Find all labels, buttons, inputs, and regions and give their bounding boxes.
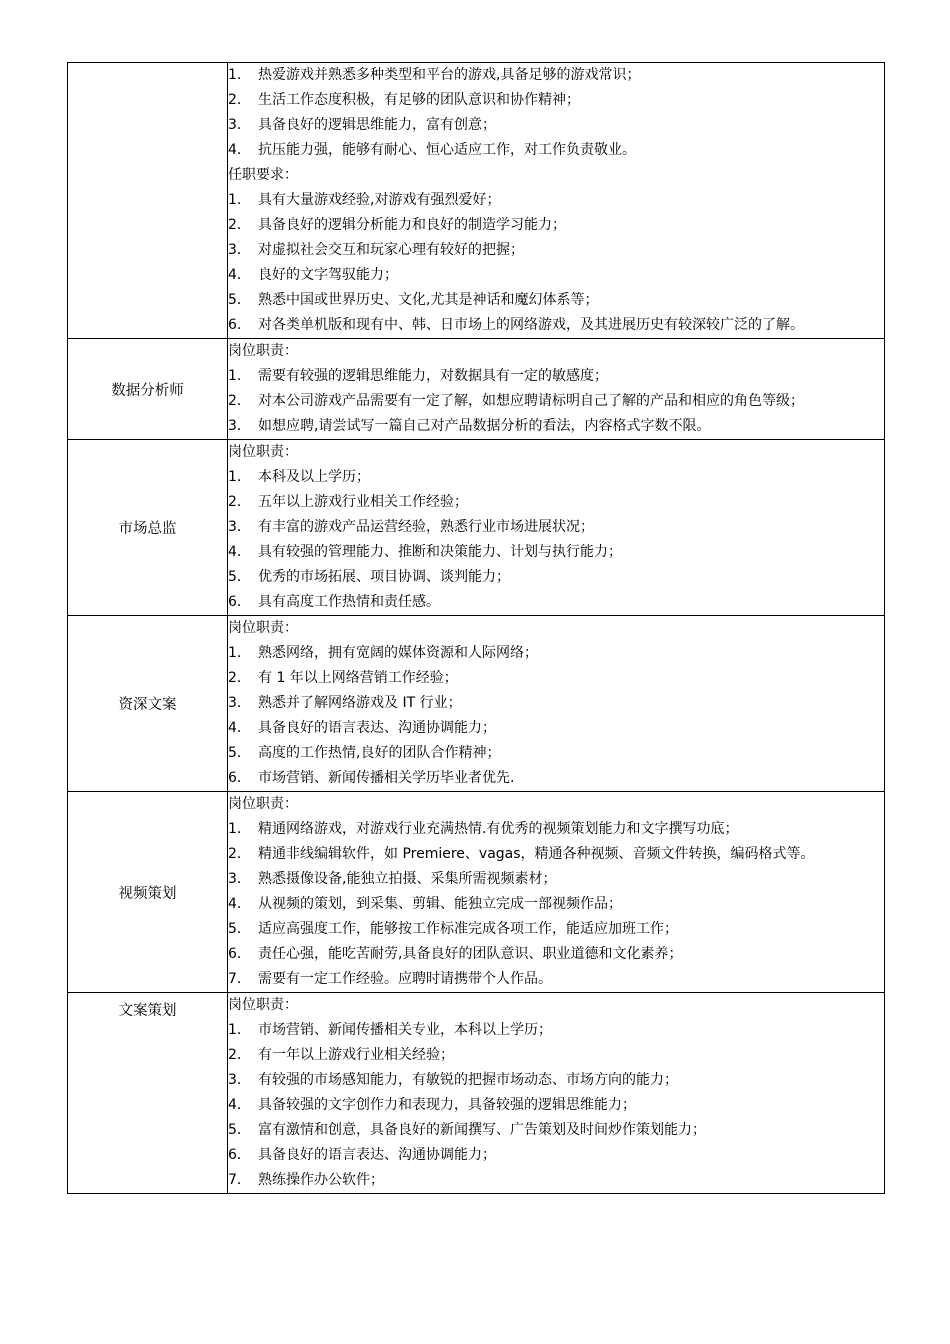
list-item: 1． 市场营销、新闻传播相关专业，本科以上学历； [228, 1022, 552, 1038]
list-item: 6． 责任心强，能吃苦耐劳,具备良好的团队意识、职业道德和文化素养； [228, 946, 683, 962]
list-item: 4． 具有较强的管理能力、推断和决策能力、计划与执行能力； [228, 544, 622, 560]
table-row [68, 792, 885, 993]
list-item: 3． 如想应聘,请尝试写一篇自己对产品数据分析的看法，内容格式字数不限。 [228, 418, 711, 434]
list-item: 2． 有 1 年以上网络营销工作经验； [228, 670, 458, 686]
list-item: 1． 本科及以上学历； [228, 469, 370, 485]
job-content-cell [228, 63, 885, 339]
list-item: 2． 生活工作态度积极，有足够的团队意识和协作精神； [228, 92, 580, 108]
section-heading: 岗位职责： [228, 620, 298, 636]
list-item: 7． 熟练操作办公软件； [228, 1172, 384, 1188]
table-row [68, 63, 885, 339]
list-item: 4． 抗压能力强，能够有耐心、恒心适应工作，对工作负责敬业。 [228, 142, 636, 158]
job-content-cell [228, 339, 885, 440]
list-item: 1． 需要有较强的逻辑思维能力，对数据具有一定的敏感度； [228, 368, 608, 384]
job-content-cell [228, 616, 885, 792]
list-item: 6． 市场营销、新闻传播相关学历毕业者优先. [228, 770, 515, 786]
list-item: 4． 良好的文字驾驭能力； [228, 267, 398, 283]
list-item: 5． 适应高强度工作，能够按工作标准完成各项工作，能适应加班工作； [228, 921, 678, 937]
job-title-cell: 文案策划 [68, 993, 228, 1194]
list-item: 2． 具备良好的逻辑分析能力和良好的制造学习能力； [228, 217, 566, 233]
list-item: 2． 精通非线编辑软件，如 Premiere、vagas，精通各种视频、音频文件转换，编码格式等。 [228, 846, 815, 862]
section-heading: 岗位职责： [228, 343, 298, 359]
table-row [68, 993, 885, 1194]
job-content-cell [228, 792, 885, 993]
job-content-cell [228, 993, 885, 1194]
job-title-cell [68, 63, 228, 339]
list-item: 5． 高度的工作热情,良好的团队合作精神； [228, 745, 501, 761]
job-title-cell: 数据分析师 [68, 339, 228, 440]
list-item: 3． 具备良好的逻辑思维能力，富有创意； [228, 117, 496, 133]
list-item: 1． 热爱游戏并熟悉多种类型和平台的游戏,具备足够的游戏常识； [228, 67, 641, 83]
list-item: 3． 对虚拟社会交互和玩家心理有较好的把握； [228, 242, 524, 258]
table-row [68, 339, 885, 440]
list-item: 3． 有丰富的游戏产品运营经验，熟悉行业市场进展状况； [228, 519, 594, 535]
list-item: 3． 熟悉摄像设备,能独立拍摄、采集所需视频素材； [228, 871, 557, 887]
list-item: 4． 具备良好的语言表达、沟通协调能力； [228, 720, 496, 736]
list-item: 6． 具备良好的语言表达、沟通协调能力； [228, 1147, 496, 1163]
list-item: 3． 熟悉并了解网络游戏及 IT 行业； [228, 695, 462, 711]
list-item: 1． 具有大量游戏经验,对游戏有强烈爱好； [228, 192, 501, 208]
table-row [68, 616, 885, 792]
job-content-cell [228, 440, 885, 616]
list-item: 1． 熟悉网络，拥有宽阔的媒体资源和人际网络； [228, 645, 538, 661]
list-item: 2． 对本公司游戏产品需要有一定了解，如想应聘请标明自己了解的产品和相应的角色等级； [228, 393, 804, 409]
table-row [68, 440, 885, 616]
list-item: 5． 优秀的市场拓展、项目协调、谈判能力； [228, 569, 510, 585]
section-heading: 岗位职责： [228, 796, 298, 812]
list-item: 1． 精通网络游戏，对游戏行业充满热情.有优秀的视频策划能力和文字撰写功底； [228, 821, 739, 837]
list-item: 2． 五年以上游戏行业相关工作经验； [228, 494, 468, 510]
job-title-cell: 市场总监 [68, 440, 228, 616]
job-title-cell: 资深文案 [68, 616, 228, 792]
list-item: 5． 熟悉中国或世界历史、文化,尤其是神话和魔幻体系等； [228, 292, 599, 308]
list-item: 2． 有一年以上游戏行业相关经验； [228, 1047, 454, 1063]
section-heading: 岗位职责： [228, 444, 298, 460]
list-item: 5． 富有激情和创意，具备良好的新闻撰写、广告策划及时间炒作策划能力； [228, 1122, 706, 1138]
job-title-cell: 视频策划 [68, 792, 228, 993]
list-item: 6． 对各类单机版和现有中、韩、日市场上的网络游戏，及其进展历史有较深较广泛的了解。 [228, 317, 804, 333]
list-item: 7． 需要有一定工作经验。应聘时请携带个人作品。 [228, 971, 552, 987]
list-item: 4． 从视频的策划，到采集、剪辑、能独立完成一部视频作品； [228, 896, 622, 912]
job-requirements-table [67, 62, 885, 1194]
list-item: 6． 具有高度工作热情和责任感。 [228, 594, 440, 610]
section-heading: 岗位职责： [228, 997, 298, 1013]
list-item: 4． 具备较强的文字创作力和表现力，具备较强的逻辑思维能力； [228, 1097, 636, 1113]
list-item: 3． 有较强的市场感知能力，有敏锐的把握市场动态、市场方向的能力； [228, 1072, 678, 1088]
section-heading: 任职要求： [228, 167, 298, 183]
